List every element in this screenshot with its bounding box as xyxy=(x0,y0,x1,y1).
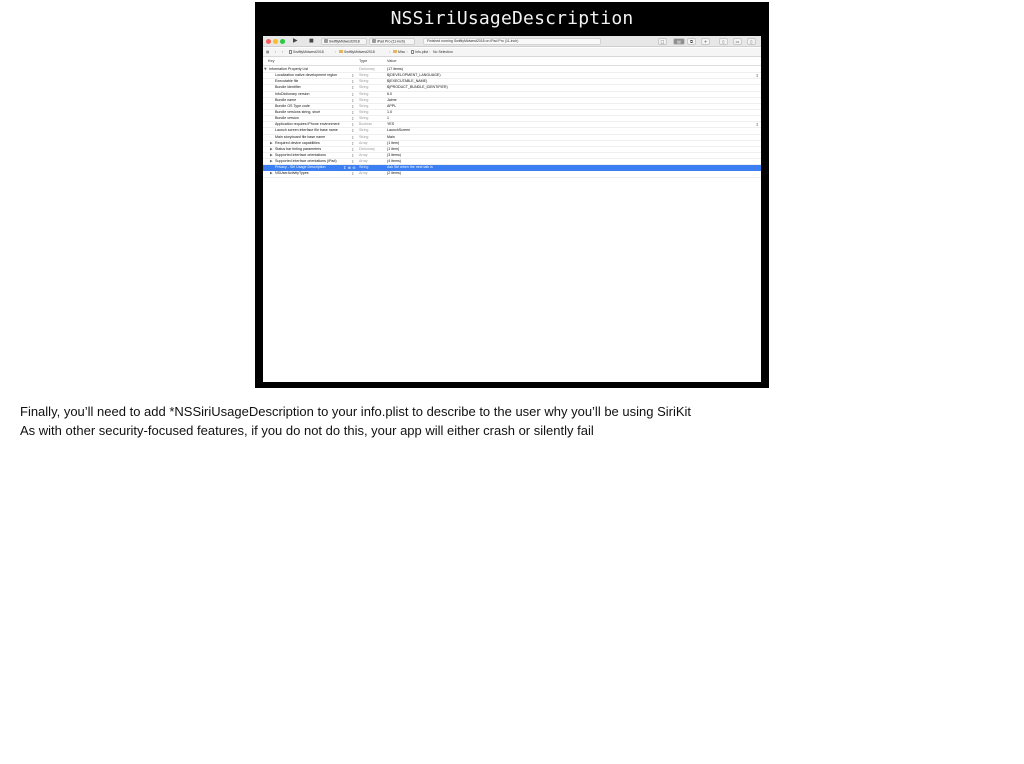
plist-rows xyxy=(263,67,761,178)
plist-key[interactable]: Executable file xyxy=(275,79,299,84)
disclosure-collapsed-icon[interactable]: ▶ xyxy=(270,140,273,145)
breadcrumb-separator-icon: › xyxy=(429,50,431,54)
plist-value[interactable]: Main xyxy=(387,134,395,139)
plist-key[interactable]: Privacy - Siri Usage Description xyxy=(275,165,326,170)
plist-value[interactable]: (1 item) xyxy=(387,146,400,151)
key-stepper-icon[interactable]: ⇕ xyxy=(351,97,355,103)
run-icon[interactable]: ▶ xyxy=(293,37,298,44)
plist-type[interactable]: Array xyxy=(359,159,368,164)
key-stepper-icon[interactable]: ⇕ xyxy=(351,85,355,91)
plist-value[interactable]: 1 xyxy=(387,116,389,121)
plist-value[interactable]: (4 items) xyxy=(387,159,401,164)
plist-value[interactable]: 6.0 xyxy=(387,91,392,96)
navigator-toggle-button[interactable]: ▯ xyxy=(719,38,728,45)
disclosure-collapsed-icon[interactable]: ▶ xyxy=(270,152,273,157)
plist-key[interactable]: NSUserActivityTypes xyxy=(275,171,309,176)
key-stepper-icon[interactable]: ⇕ xyxy=(351,171,355,177)
breadcrumb-separator-icon: › xyxy=(335,50,337,54)
key-column-header[interactable]: Key xyxy=(268,59,275,63)
plist-key[interactable]: Localization native development region xyxy=(275,73,338,78)
folder-icon xyxy=(393,50,397,53)
plist-key[interactable]: Main storyboard file base name xyxy=(275,134,326,139)
plist-key[interactable]: Application requires iPhone environment xyxy=(275,122,340,127)
plist-key[interactable]: Bundle name xyxy=(275,97,297,102)
jump-bar-item-selection[interactable]: No Selection xyxy=(433,50,453,54)
plist-type[interactable]: String xyxy=(359,79,369,84)
plist-type[interactable]: Array xyxy=(359,140,368,145)
version-editor-button[interactable]: ⧉ xyxy=(687,38,696,45)
plist-key[interactable]: Bundle versions string, short xyxy=(275,109,321,114)
jump-bar-item-infoplist[interactable]: Info.plist xyxy=(411,48,428,56)
zoom-window-button[interactable] xyxy=(280,39,285,44)
key-stepper-icon[interactable]: ⇕ xyxy=(351,103,355,109)
plist-type[interactable]: String xyxy=(359,109,369,114)
app-target-icon xyxy=(324,39,328,43)
plist-file-icon xyxy=(411,50,414,54)
plist-key[interactable]: Bundle OS Type code xyxy=(275,103,310,108)
caption-line-1: Finally, you’ll need to add *NSSiriUsageDescription to your info.plist to describe to the user why you’ll be using SiriKit xyxy=(20,404,692,419)
plist-value[interactable]: APPL xyxy=(387,103,397,108)
plist-value[interactable]: $(EXECUTABLE_NAME) xyxy=(387,79,428,84)
jump-bar-item-misc[interactable]: Misc xyxy=(393,48,405,56)
key-stepper-icon[interactable]: ⇕ xyxy=(351,73,355,79)
plist-key[interactable]: Bundle identifier xyxy=(275,85,301,90)
key-stepper-icon[interactable]: ⇕ ⊕ ⊖ xyxy=(343,165,356,171)
plist-key[interactable]: Bundle version xyxy=(275,116,299,121)
plist-key[interactable]: Required device capabilities xyxy=(275,140,320,145)
plist-type[interactable]: String xyxy=(359,97,369,102)
disclosure-collapsed-icon[interactable]: ▶ xyxy=(270,146,273,151)
xcode-window xyxy=(263,36,761,382)
back-chevron-icon[interactable]: ‹ xyxy=(275,50,277,54)
key-stepper-icon[interactable]: ⇕ xyxy=(351,109,355,115)
plist-type[interactable]: String xyxy=(359,116,369,121)
breadcrumb-separator-icon: › xyxy=(407,50,409,54)
plist-key[interactable]: Supported interface orientations (iPad) xyxy=(275,159,337,164)
stop-icon[interactable]: ■ xyxy=(309,38,314,44)
folder-icon xyxy=(339,50,343,53)
plist-type[interactable]: String xyxy=(359,91,369,96)
plist-type[interactable]: String xyxy=(359,103,369,108)
plist-value[interactable]: (17 items) xyxy=(387,67,403,71)
grid-icon[interactable]: ▦ xyxy=(266,50,270,54)
plist-value[interactable]: $(PRODUCT_BUNDLE_IDENTIFIER) xyxy=(387,85,448,90)
popup-chevron-icon[interactable]: ⇕ xyxy=(755,122,759,128)
disclosure-collapsed-icon[interactable]: ▶ xyxy=(270,171,273,176)
key-stepper-icon[interactable]: ⇕ xyxy=(351,134,355,140)
plist-value[interactable]: 1.0 xyxy=(387,109,392,114)
plist-value[interactable]: (3 items) xyxy=(387,152,401,157)
ipad-device-icon xyxy=(372,39,376,43)
debug-area-toggle-button[interactable]: ▭ xyxy=(733,38,742,45)
plist-type[interactable]: Dictionary xyxy=(359,146,375,151)
plist-type[interactable]: Array xyxy=(359,171,368,176)
plist-type[interactable]: String xyxy=(359,134,369,139)
caption-line-2: As with other security-focused features, if you do not do this, your app will either crash or silently fail xyxy=(20,423,594,438)
plist-value[interactable]: YES xyxy=(387,122,395,127)
xcode-toolbar xyxy=(263,36,761,47)
key-stepper-icon[interactable]: ⇕ xyxy=(351,116,355,122)
plist-key[interactable]: Status bar tinting parameters xyxy=(275,146,322,151)
plist-key[interactable]: InfoDictionary version xyxy=(275,91,310,96)
inspector-toggle-button[interactable]: ▯ xyxy=(747,38,756,45)
key-stepper-icon[interactable]: ⇕ xyxy=(351,159,355,165)
jump-bar-item-group[interactable]: SwiftlyMidwest2018 xyxy=(339,48,375,56)
plist-type[interactable]: Array xyxy=(359,152,368,157)
plist-value[interactable]: Ask Siri when the next talk is xyxy=(387,165,433,170)
plist-value[interactable]: LaunchScreen xyxy=(387,128,411,133)
jump-bar xyxy=(263,48,761,57)
activity-status: Finished running SwiftlyMidwest2018 on iPad Pro (11-inch) xyxy=(423,38,601,45)
library-button[interactable]: + xyxy=(701,38,710,45)
assistant-editor-button[interactable]: ▤ xyxy=(673,38,685,45)
type-column-header[interactable]: Type xyxy=(359,59,368,63)
plist-value[interactable]: $(DEVELOPMENT_LANGUAGE) xyxy=(387,73,441,78)
key-stepper-icon[interactable]: ⇕ xyxy=(351,91,355,97)
key-stepper-icon[interactable]: ⇕ xyxy=(351,140,355,146)
plist-row[interactable] xyxy=(263,171,761,177)
disclosure-collapsed-icon[interactable]: ▶ xyxy=(270,159,273,164)
key-stepper-icon[interactable]: ⇕ xyxy=(351,146,355,152)
breadcrumb-separator-icon: › xyxy=(389,50,391,54)
jump-bar-item-project[interactable]: SwiftlyMidwest2018 xyxy=(289,48,324,56)
slide-title: NSSiriUsageDescription xyxy=(390,8,634,29)
forward-chevron-icon[interactable]: › xyxy=(282,50,284,54)
plist-type[interactable]: Boolean xyxy=(359,122,373,127)
plist-header xyxy=(263,58,761,66)
plist-value[interactable]: Jaime xyxy=(387,97,397,102)
plist-key[interactable]: Launch screen interface file base name xyxy=(275,128,338,133)
project-file-icon xyxy=(289,50,292,54)
destination-name: iPad Pro (11-inch) xyxy=(377,39,405,44)
value-column-header[interactable]: Value xyxy=(387,59,397,63)
plist-value[interactable]: (1 item) xyxy=(387,140,400,145)
plist-type[interactable]: String xyxy=(359,85,369,90)
plist-value[interactable]: (2 items) xyxy=(387,171,401,176)
key-stepper-icon[interactable]: ⇕ xyxy=(351,128,355,134)
plist-type[interactable]: Dictionary xyxy=(359,67,375,71)
standard-editor-button[interactable]: □ xyxy=(658,38,667,45)
plist-key[interactable]: Supported interface orientations xyxy=(275,152,326,157)
plist-key[interactable]: Information Property List xyxy=(269,67,309,71)
minimize-window-button[interactable] xyxy=(273,39,278,44)
key-stepper-icon[interactable]: ⇕ xyxy=(351,79,355,85)
disclosure-expanded-icon[interactable]: ▼ xyxy=(264,67,267,71)
plist-type[interactable]: String xyxy=(359,128,369,133)
popup-chevron-icon[interactable]: ⇕ xyxy=(755,73,759,79)
slide-frame xyxy=(255,2,769,388)
slide-caption xyxy=(20,402,691,440)
close-window-button[interactable] xyxy=(266,39,271,44)
plist-type[interactable]: String xyxy=(359,73,369,78)
plist-type[interactable]: String xyxy=(359,165,369,170)
scheme-name: SwiftlyMidwest2018 xyxy=(329,39,360,44)
scheme-selector[interactable] xyxy=(321,38,367,45)
destination-selector[interactable] xyxy=(369,38,415,45)
key-stepper-icon[interactable]: ⇕ xyxy=(351,152,355,158)
key-stepper-icon[interactable]: ⇕ xyxy=(351,122,355,128)
